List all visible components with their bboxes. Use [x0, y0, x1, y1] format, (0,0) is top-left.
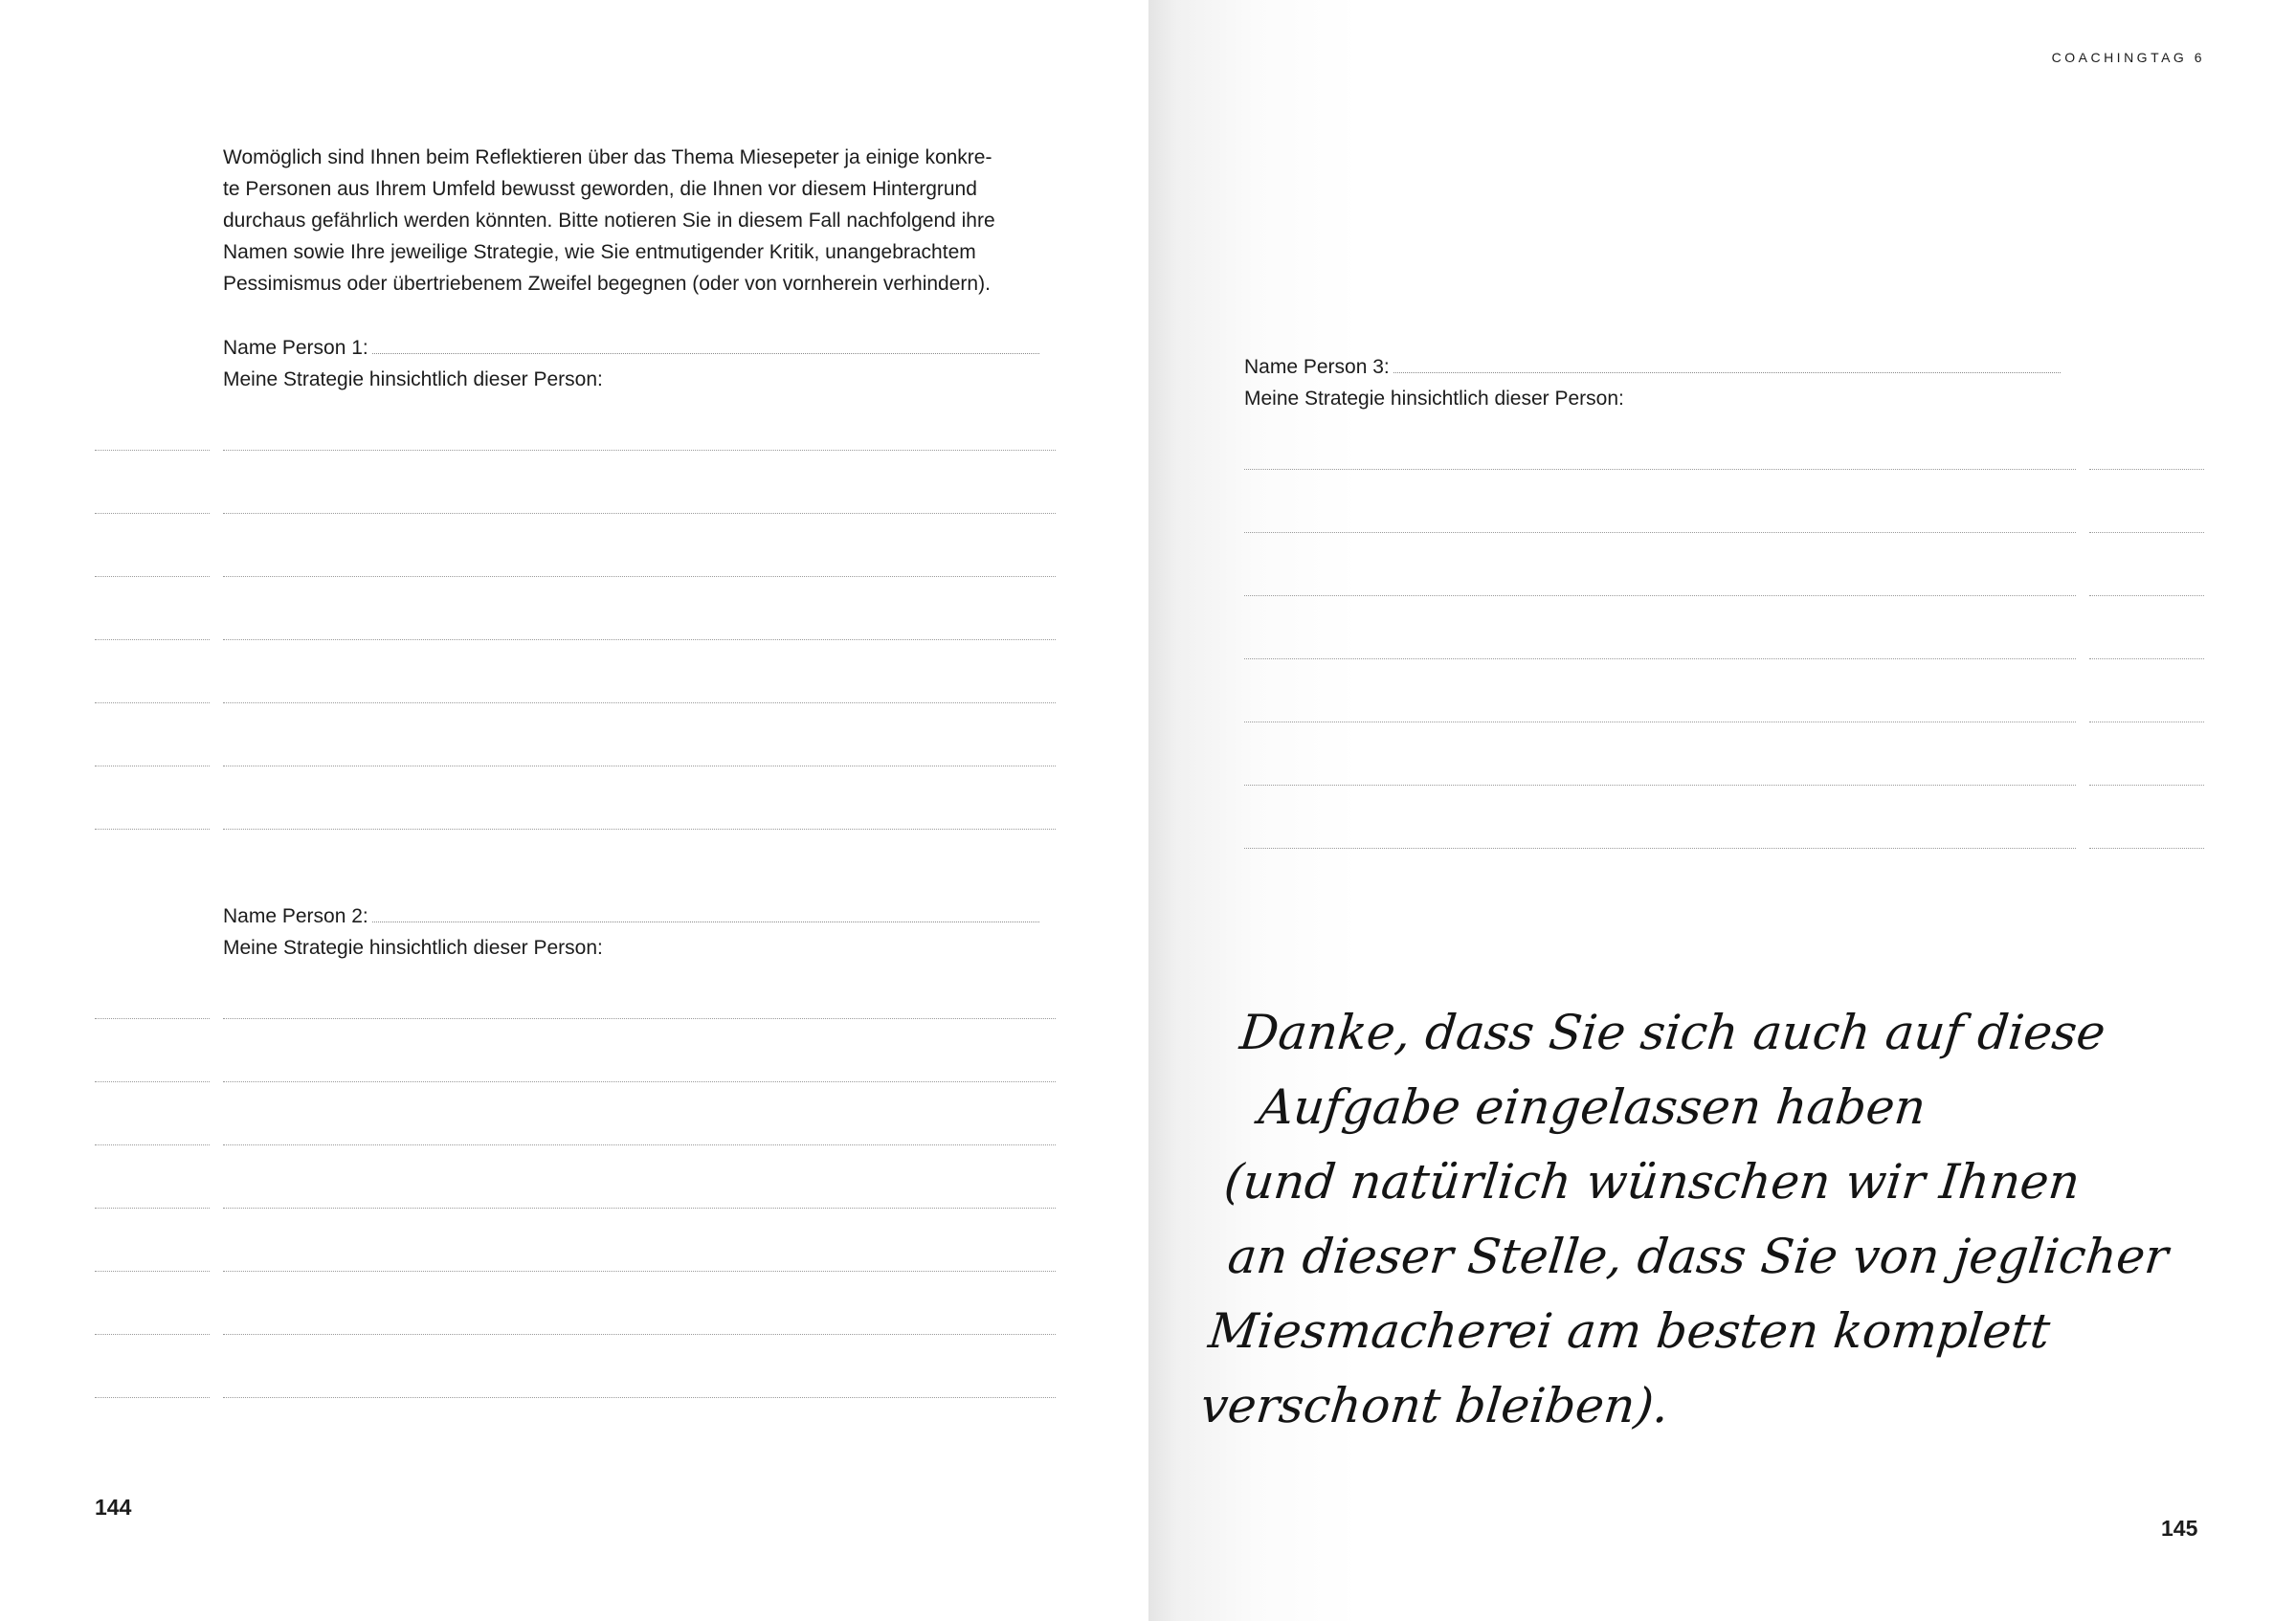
margin-writing-line[interactable]: [2089, 658, 2204, 659]
margin-writing-line[interactable]: [2089, 785, 2204, 786]
writing-line[interactable]: [1244, 785, 2076, 786]
margin-writing-line[interactable]: [95, 702, 210, 703]
writing-line[interactable]: [223, 1144, 1056, 1145]
person2-name-label: Name Person 2:: [223, 905, 368, 927]
person1-name-field[interactable]: [223, 332, 1039, 364]
person1-name-label: Name Person 1:: [223, 337, 368, 359]
intro-line: Namen sowie Ihre jeweilige Strategie, wie Sie entmutigender Kritik, unangebrachtem: [223, 241, 976, 263]
writing-line[interactable]: [223, 576, 1056, 577]
margin-writing-line[interactable]: [2089, 595, 2204, 596]
quote-line: Aufgabe eingelassen haben: [1256, 1079, 1928, 1135]
margin-writing-line[interactable]: [95, 1208, 210, 1209]
writing-line[interactable]: [1244, 595, 2076, 596]
writing-line[interactable]: [1244, 469, 2076, 470]
writing-line[interactable]: [223, 1271, 1056, 1272]
page-number-right: 145: [2161, 1516, 2198, 1541]
intro-line: durchaus gefährlich werden könnten. Bitte notieren Sie in diesem Fall nachfolgend ihre: [223, 210, 995, 232]
person1-name-line[interactable]: [372, 336, 1039, 354]
margin-writing-line[interactable]: [95, 513, 210, 514]
margin-writing-line[interactable]: [95, 829, 210, 830]
margin-writing-line[interactable]: [95, 1397, 210, 1398]
writing-line[interactable]: [223, 702, 1056, 703]
person3-name-label: Name Person 3:: [1244, 356, 1390, 378]
writing-line[interactable]: [223, 1208, 1056, 1209]
intro-line: Womöglich sind Ihnen beim Reflektieren über das Thema Miesepeter ja einige konkre-: [223, 146, 992, 168]
writing-line[interactable]: [223, 829, 1056, 830]
margin-writing-line[interactable]: [95, 450, 210, 451]
writing-line[interactable]: [223, 1334, 1056, 1335]
margin-writing-line[interactable]: [95, 1271, 210, 1272]
writing-line[interactable]: [1244, 532, 2076, 533]
quote-line: an dieser Stelle, dass Sie von jeglicher: [1225, 1229, 2172, 1284]
margin-writing-line[interactable]: [95, 1144, 210, 1145]
intro-paragraph: [223, 142, 1056, 300]
margin-writing-line[interactable]: [2089, 532, 2204, 533]
margin-writing-line[interactable]: [95, 576, 210, 577]
writing-line[interactable]: [223, 639, 1056, 640]
writing-line[interactable]: [223, 1397, 1056, 1398]
margin-writing-line[interactable]: [95, 1018, 210, 1019]
person3-strategy-label: Meine Strategie hinsichtlich dieser Person:: [1244, 388, 1624, 410]
writing-line[interactable]: [223, 1018, 1056, 1019]
person2-name-line[interactable]: [372, 904, 1039, 922]
margin-writing-line[interactable]: [95, 639, 210, 640]
margin-writing-line[interactable]: [95, 1334, 210, 1335]
person2-name-field[interactable]: [223, 900, 1039, 932]
writing-line[interactable]: [223, 1081, 1056, 1082]
quote-line: Danke, dass Sie sich auch auf diese: [1237, 1005, 2108, 1060]
page-number-left: 144: [95, 1495, 132, 1520]
quote-line: (und natürlich wünschen wir Ihnen: [1221, 1154, 2083, 1210]
writing-line[interactable]: [223, 450, 1056, 451]
writing-line[interactable]: [1244, 848, 2076, 849]
person3-name-line[interactable]: [1393, 355, 2061, 373]
intro-line: te Personen aus Ihrem Umfeld bewusst geworden, die Ihnen vor diesem Hintergrund: [223, 178, 977, 200]
margin-writing-line[interactable]: [2089, 848, 2204, 849]
handwritten-quote: [1197, 995, 2172, 1443]
margin-writing-line[interactable]: [2089, 469, 2204, 470]
running-head: COACHINGTAG 6: [2051, 50, 2205, 65]
person1-strategy-label: Meine Strategie hinsichtlich dieser Person:: [223, 368, 603, 390]
quote-line: verschont bleiben).: [1197, 1378, 1672, 1433]
quote-line: Miesmacherei am besten komplett: [1206, 1303, 2053, 1359]
intro-line: Pessimismus oder übertriebenem Zweifel begegnen (oder von vornherein verhindern).: [223, 273, 991, 295]
person2-strategy-label: Meine Strategie hinsichtlich dieser Person:: [223, 937, 603, 959]
writing-line[interactable]: [1244, 658, 2076, 659]
margin-writing-line[interactable]: [95, 1081, 210, 1082]
person3-name-field[interactable]: [1244, 351, 2061, 383]
writing-line[interactable]: [223, 513, 1056, 514]
